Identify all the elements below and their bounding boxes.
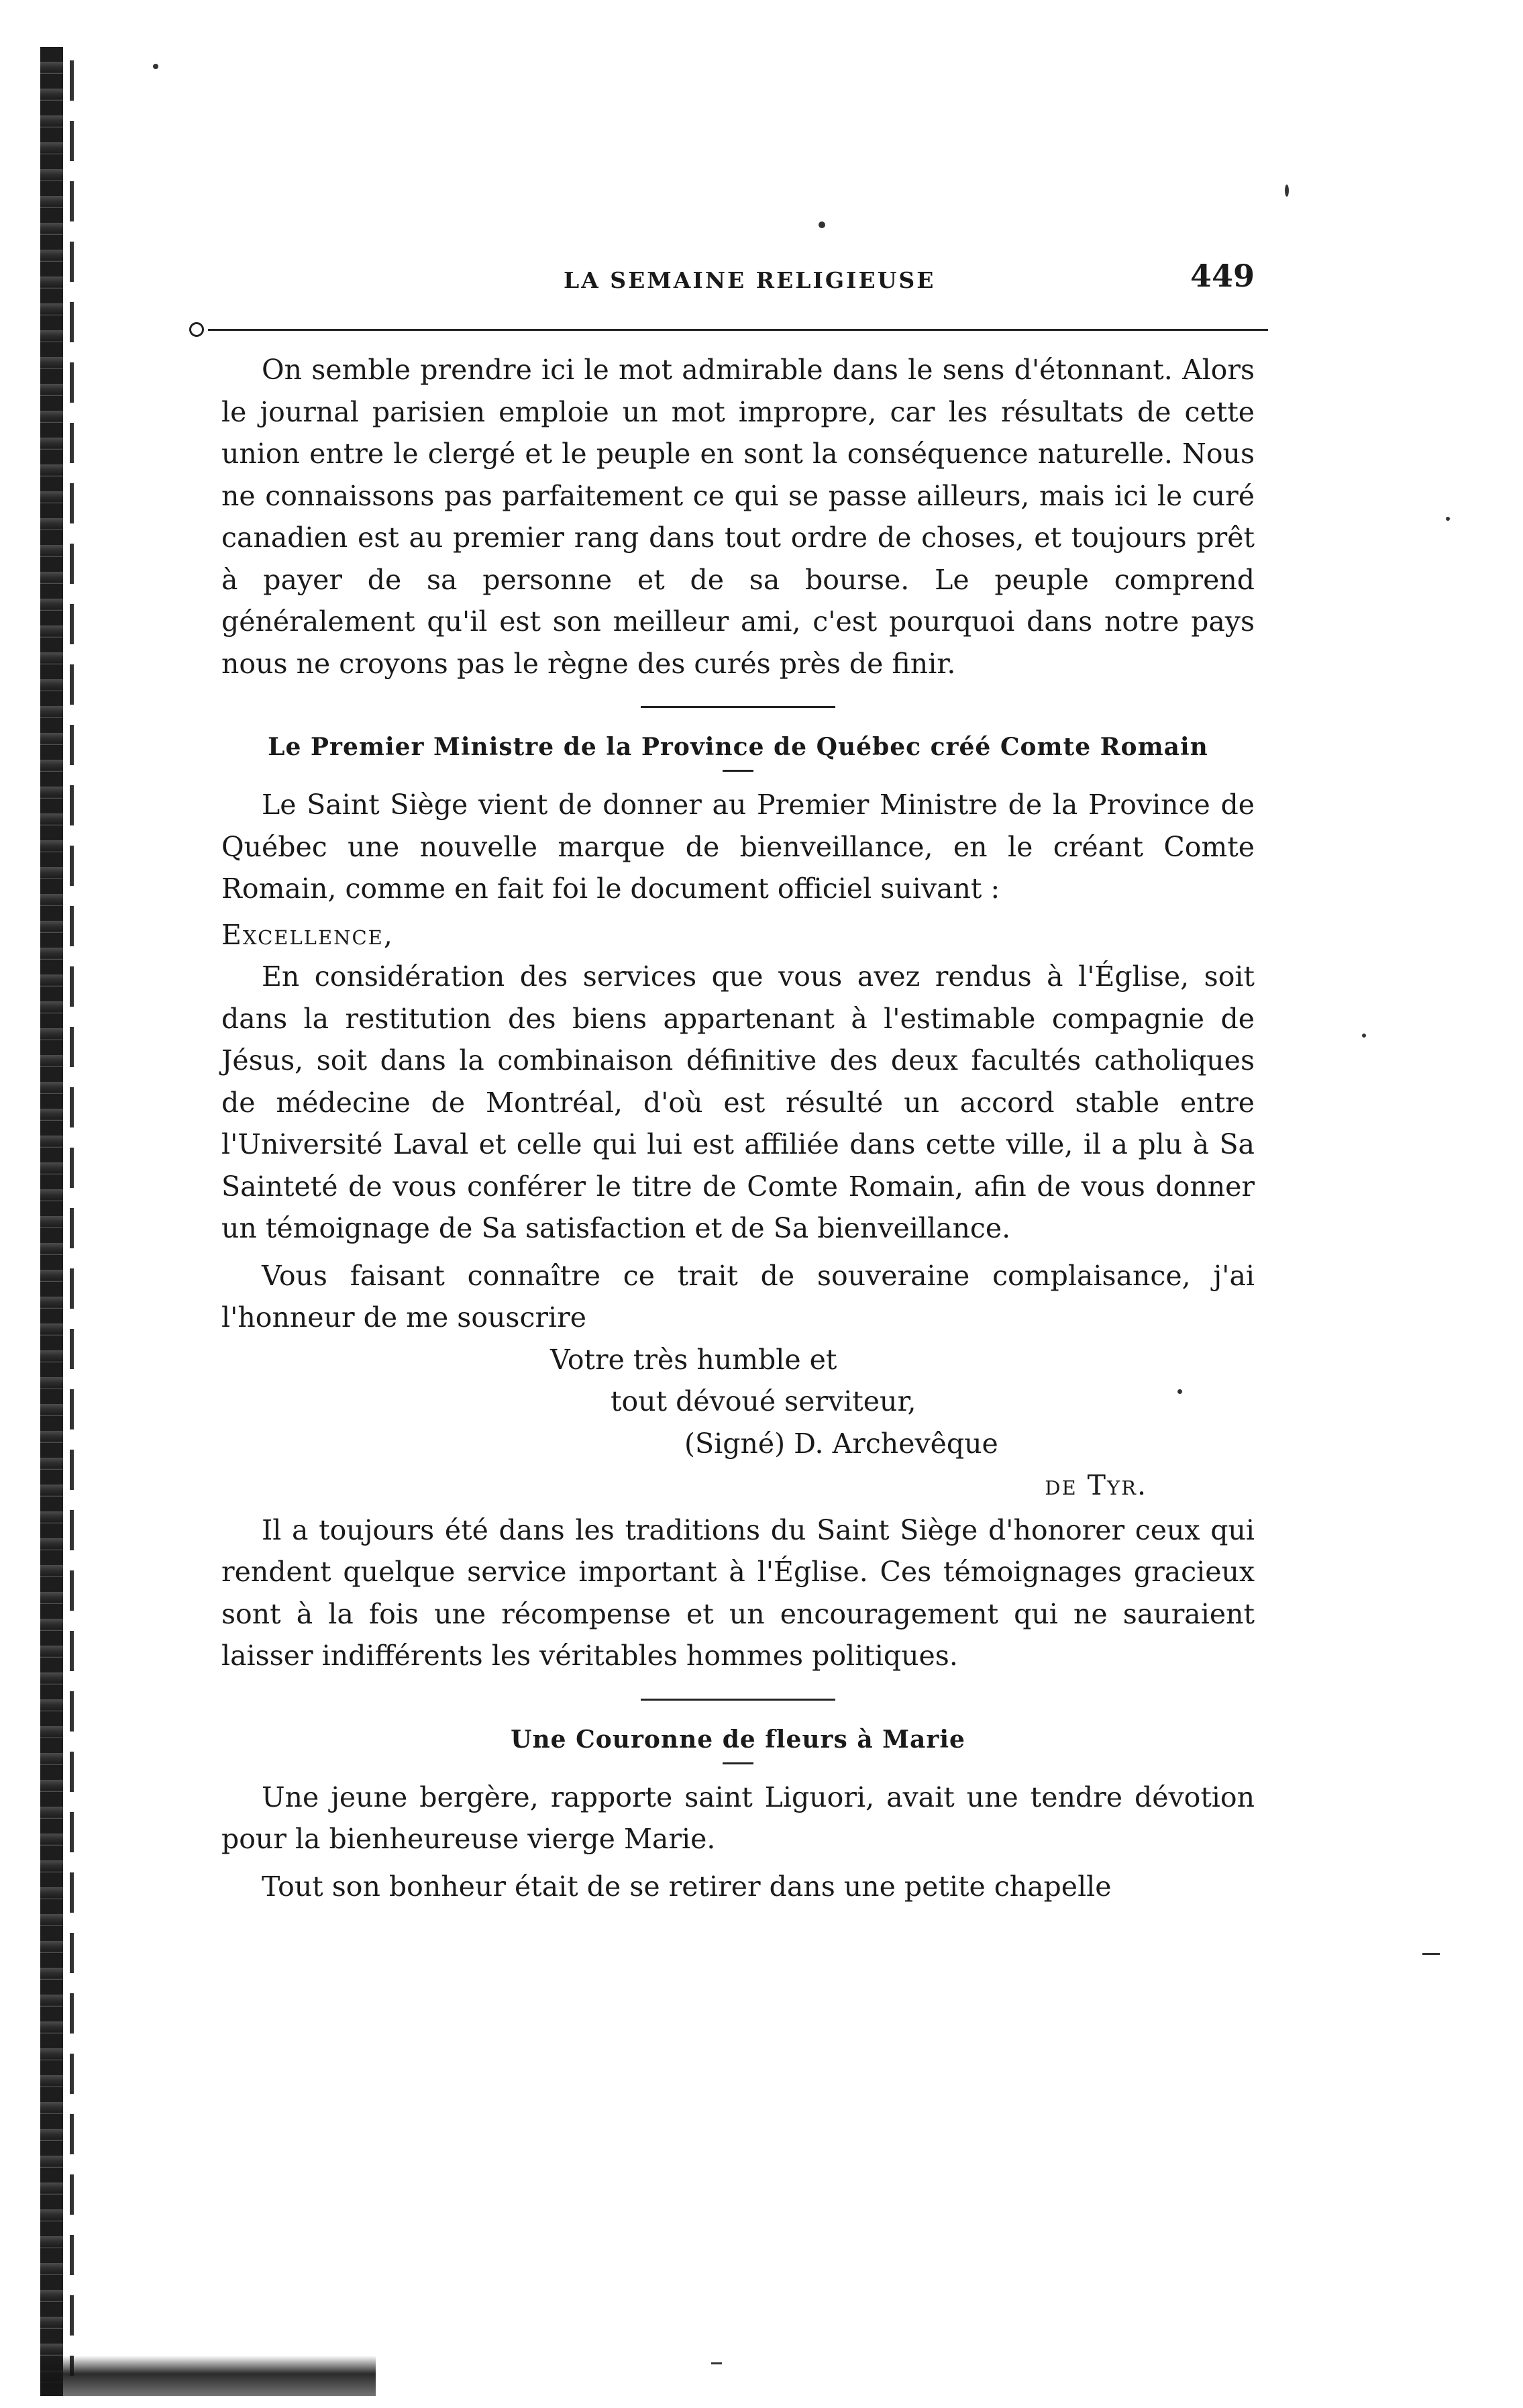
salutation: Excellence, [221,918,394,951]
scan-speck [153,64,158,69]
scan-binding-edge [40,47,63,2396]
signature-line: tout dévoué serviteur, [611,1385,916,1417]
page-body [221,349,1255,1907]
signature-title: de Tyr. [1045,1469,1147,1501]
scan-bottom-shadow [40,2356,376,2396]
section-divider [641,706,835,708]
paragraph: Tout son bonheur était de se retirer dans une petite chapelle [262,1870,1112,1903]
heading-underline [723,1762,753,1764]
paragraph: On semble prendre ici le mot admirable dans le sens d'étonnant. Alors le journal parisien emploie un mot impropre, car les résultats de cette union entre le clergé et le peuple en sont la conséquence naturelle. Nous ne connaissons pas parfaitement ce qui se passe ailleurs, mais ici le curé canadien est au premier rang dans tout ordre de choses, et toujours prêt à payer de sa personne et de sa bourse. Le peuple comprend généralement qu'il est son meilleur ami, c'est pourquoi dans notre pays nous ne croyons pas le règne des curés près de finir. [221,354,1255,680]
paragraph: Une jeune bergère, rapporte saint Liguori, avait une tendre dévotion pour la bienheureuse vierge Marie. [221,1780,1255,1855]
running-head [221,255,1255,309]
paragraph: Vous faisant connaître ce trait de souveraine complaisance, j'ai l'honneur de me souscrire [221,1259,1255,1334]
paragraph: Il a toujours été dans les traditions du Saint Siège d'honorer ceux qui rendent quelque service important à l'Église. Ces témoignages gracieux sont à la fois une récompense et un encouragement qui ne sauraient laisser indifférents les véritables hommes politiques. [221,1513,1255,1672]
scan-binding-shadow [70,60,74,2376]
heading-underline [723,770,753,772]
book-page [221,255,1255,1903]
signature-name: (Signé) D. Archevêque [684,1427,998,1460]
header-rule [208,329,1268,331]
section-divider [641,1699,835,1701]
section-heading: Le Premier Ministre de la Province de Québec créé Comte Romain [268,733,1208,761]
scan-speck [1446,517,1450,521]
page-number: 449 [1190,258,1255,294]
signature-line: Votre très humble et [550,1343,837,1376]
margin-circle-mark [189,322,204,337]
scan-speck [711,2362,722,2364]
paragraph: En considération des services que vous avez rendus à l'Église, soit dans la restitution des biens appartenant à l'estimable compagnie de Jésus, soit dans la combinaison définitive des deux facultés catholiques de médecine de Montréal, d'où est résulté un accord stable entre l'Université Laval et celle qui lui est affiliée dans cette ville, il a plu à Sa Sainteté de vous conférer le titre de Comte Romain, afin de vous donner un témoignage de Sa satisfaction et de Sa bienveillance. [221,960,1255,1244]
section-heading: Une Couronne de fleurs à Marie [511,1725,965,1754]
scan-speck [819,221,825,228]
scan-speck [1362,1034,1366,1038]
scan-speck [1285,185,1289,197]
scan-speck [1422,1953,1440,1955]
running-head-title: LA SEMAINE RELIGIEUSE [564,267,936,293]
scan-speck [1177,1389,1182,1394]
paragraph: Le Saint Siège vient de donner au Premier Ministre de la Province de Québec une nouvelle marque de bienveillance, en le créant Comte Romain, comme en fait foi le document officiel suivant : [221,789,1255,905]
